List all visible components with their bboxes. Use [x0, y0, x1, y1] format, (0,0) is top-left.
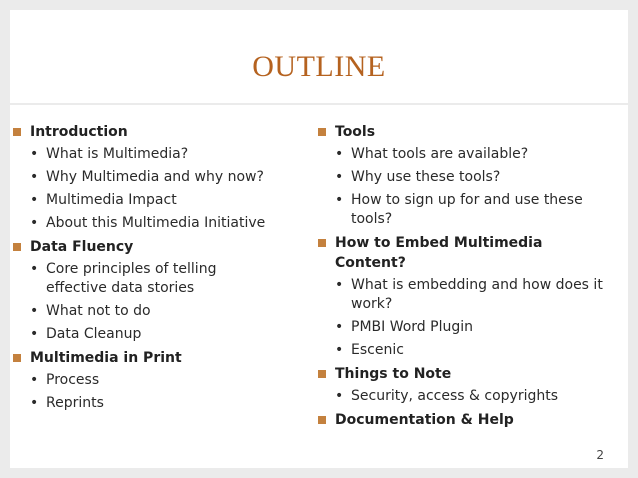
square-bullet-icon [318, 239, 326, 247]
outline-subitem [13, 394, 313, 413]
subitem-label: What tools are available? [351, 146, 529, 162]
subitem-label: Core principles of telling effective data stories [46, 261, 217, 296]
bullet-dot-icon: • [30, 372, 39, 388]
outline-section-heading [318, 364, 623, 384]
subitem-label: What is embedding and how does it work? [351, 277, 603, 312]
outline-subitem [13, 191, 313, 210]
section-heading-label: How to Embed Multimedia Content? [335, 235, 543, 271]
bullet-dot-icon: • [335, 319, 344, 335]
right-outline-column [318, 122, 623, 433]
left-outline-column [13, 122, 313, 417]
square-bullet-icon [13, 243, 21, 251]
bullet-dot-icon: • [30, 326, 39, 342]
bullet-dot-icon: • [30, 261, 39, 277]
outline-subitem [318, 387, 623, 406]
section-heading-label: Multimedia in Print [30, 350, 182, 366]
outline-subitem [13, 371, 313, 390]
bullet-dot-icon: • [335, 388, 344, 404]
subitem-label: Security, access & copyrights [351, 388, 559, 404]
outline-subitem [318, 318, 623, 337]
outline-subitem [13, 260, 261, 298]
outline-section-heading [13, 122, 313, 142]
square-bullet-icon [318, 416, 326, 424]
bullet-dot-icon: • [335, 192, 344, 208]
outline-subitem [13, 302, 313, 321]
outline-subitem [13, 214, 313, 233]
outline-subitem [13, 168, 313, 187]
bullet-dot-icon: • [30, 192, 39, 208]
subitem-label: About this Multimedia Initiative [46, 215, 266, 231]
outline-subitem [13, 325, 313, 344]
bullet-dot-icon: • [30, 395, 39, 411]
outline-subitem [318, 276, 616, 314]
bullet-dot-icon: • [335, 342, 344, 358]
outline-subitem [318, 191, 623, 229]
outline-subitem [13, 145, 313, 164]
subitem-label: Reprints [46, 395, 104, 411]
outline-section-heading [318, 410, 623, 430]
square-bullet-icon [13, 128, 21, 136]
outline-section-heading [318, 122, 623, 142]
bullet-dot-icon: • [30, 169, 39, 185]
outline-subitem [318, 168, 623, 187]
section-heading-label: Tools [335, 124, 376, 140]
subitem-label: Why Multimedia and why now? [46, 169, 264, 185]
bullet-dot-icon: • [335, 169, 344, 185]
outline-section-heading [318, 233, 550, 273]
square-bullet-icon [318, 128, 326, 136]
page-number: 2 [596, 448, 604, 462]
subitem-label: What not to do [46, 303, 151, 319]
subitem-label: Data Cleanup [46, 326, 142, 342]
bullet-dot-icon: • [335, 277, 344, 293]
square-bullet-icon [13, 354, 21, 362]
slide-title: OUTLINE [252, 50, 386, 83]
subitem-label: What is Multimedia? [46, 146, 189, 162]
section-heading-label: Things to Note [335, 366, 452, 382]
subitem-label: PMBI Word Plugin [351, 319, 473, 335]
section-heading-label: Data Fluency [30, 239, 134, 255]
outline-section-heading [13, 237, 313, 257]
subitem-label: How to sign up for and use these tools? [351, 192, 583, 227]
bullet-dot-icon: • [30, 303, 39, 319]
outline-section-heading [13, 348, 313, 368]
section-heading-label: Introduction [30, 124, 128, 140]
bullet-dot-icon: • [30, 215, 39, 231]
bullet-dot-icon: • [30, 146, 39, 162]
section-heading-label: Documentation & Help [335, 412, 514, 428]
square-bullet-icon [318, 370, 326, 378]
subitem-label: Process [46, 372, 100, 388]
subitem-label: Multimedia Impact [46, 192, 177, 208]
subitem-label: Why use these tools? [351, 169, 501, 185]
bullet-dot-icon: • [335, 146, 344, 162]
subitem-label: Escenic [351, 342, 404, 358]
outline-subitem [318, 145, 623, 164]
outline-subitem [318, 341, 623, 360]
